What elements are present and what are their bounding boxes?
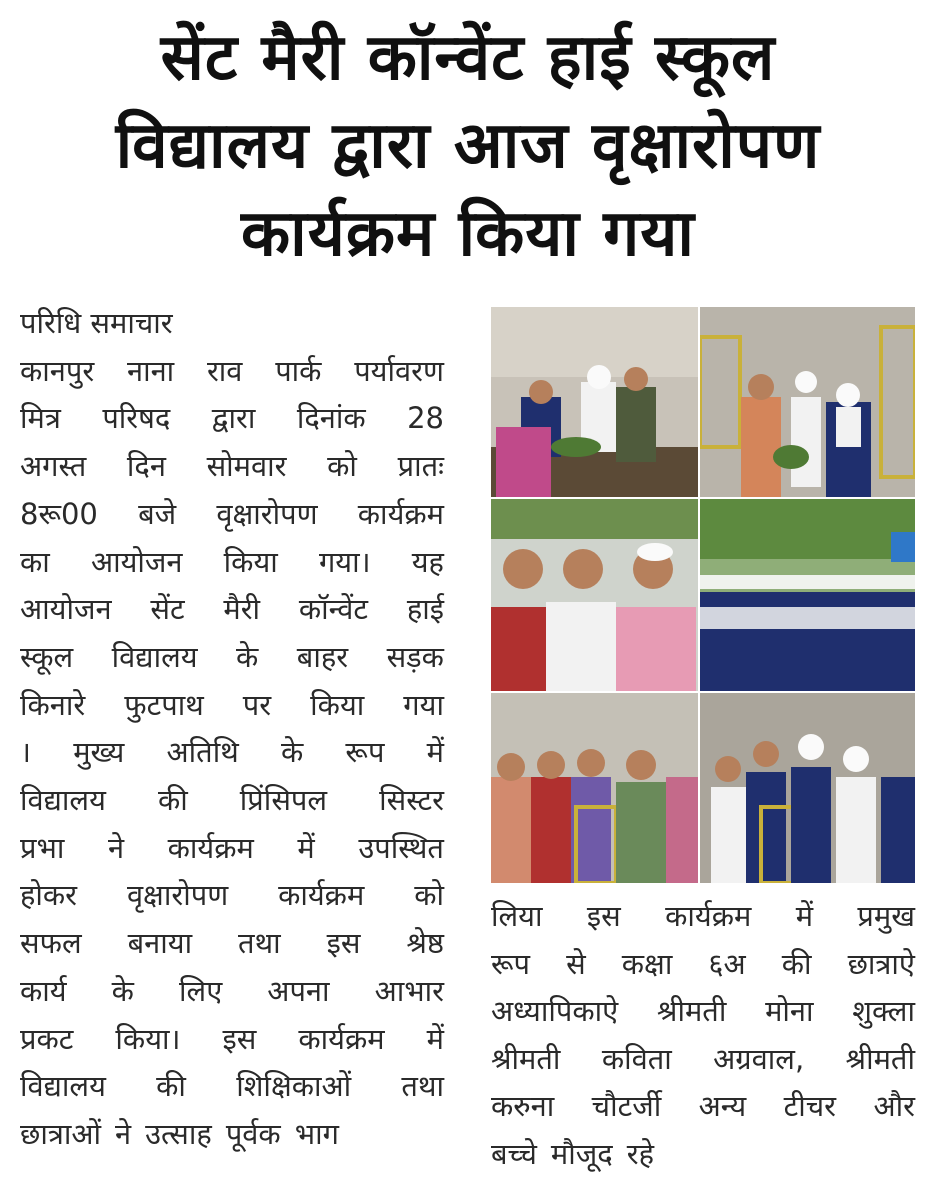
word: रूप	[491, 941, 530, 989]
word: सिस्टर	[379, 777, 444, 825]
word: किनारे	[20, 682, 85, 730]
word: ने	[108, 825, 124, 873]
word: श्रीमती	[657, 988, 726, 1036]
right-column-body	[491, 893, 915, 1178]
article-line	[491, 988, 915, 1036]
article-line	[20, 634, 444, 682]
word: छात्राऐ	[848, 941, 915, 989]
word: कार्यक्रम	[358, 491, 444, 539]
word: कानपुर	[20, 348, 94, 396]
photo-planting-top-left	[491, 307, 698, 497]
word: विद्यालय	[20, 777, 106, 825]
word: करुना	[491, 1083, 554, 1131]
word: की	[158, 777, 188, 825]
word: बनाया	[128, 920, 193, 968]
word: भाग	[295, 1111, 339, 1159]
word: कार्यक्रम	[168, 825, 254, 873]
word: के	[281, 729, 303, 777]
word: 8रू00	[20, 491, 98, 539]
word: रूप	[345, 729, 384, 777]
word: सफल	[20, 920, 82, 968]
word: अन्य	[699, 1083, 747, 1131]
word: वृक्षारोपण	[127, 872, 228, 920]
word: उपस्थित	[358, 825, 444, 873]
word: का	[20, 539, 50, 587]
word: की	[156, 1063, 186, 1111]
word: शिक्षिकाओं	[236, 1063, 351, 1111]
photo-planting-top-right	[700, 307, 915, 497]
article-line	[20, 586, 444, 634]
article-line	[20, 443, 444, 491]
photo-collage	[491, 307, 915, 883]
word: कार्यक्रम	[665, 893, 751, 941]
word: स्कूल	[20, 634, 73, 682]
word: में	[796, 893, 813, 941]
word: चौटर्जी	[592, 1083, 662, 1131]
word: दिनांक	[297, 395, 366, 443]
photo-guests-middle-left	[491, 499, 698, 691]
word: गया।	[319, 539, 371, 587]
word: इस	[587, 893, 621, 941]
word: आयोजन	[20, 586, 112, 634]
article-line	[491, 941, 915, 989]
word: किया	[224, 539, 278, 587]
word: 28	[407, 395, 444, 443]
word: मौजूद	[551, 1131, 613, 1178]
word: हाई	[407, 586, 444, 634]
article-line	[20, 825, 444, 873]
article-line	[20, 968, 444, 1016]
headline-line-1: सेंट मैरी कॉन्वेंट हाई स्कूल	[10, 14, 926, 102]
word: बच्चे	[491, 1131, 537, 1178]
word: पर	[243, 682, 271, 730]
word: आयोजन	[91, 539, 183, 587]
word: दिन	[127, 443, 166, 491]
word: प्रभा	[20, 825, 64, 873]
word: अपना	[267, 968, 329, 1016]
word: द्वारा	[212, 395, 256, 443]
word: श्रेष्ठ	[406, 920, 444, 968]
article-line	[20, 539, 444, 587]
word: को	[414, 872, 444, 920]
word: ने	[115, 1111, 131, 1159]
word: प्रमुख	[857, 893, 915, 941]
word: राव	[207, 348, 243, 396]
word: अध्यापिकाऐ	[491, 988, 618, 1036]
word: मित्र	[20, 395, 61, 443]
word: कार्य	[20, 968, 67, 1016]
word: मुख्य	[73, 729, 124, 777]
headline-line-2: विद्यालय द्वारा आज वृक्षारोपण	[10, 102, 926, 190]
article-line	[20, 395, 444, 443]
article-line	[20, 920, 444, 968]
word: लिए	[179, 968, 222, 1016]
headline-line-3: कार्यक्रम किया गया	[10, 190, 926, 278]
word: अतिथि	[167, 729, 239, 777]
photo-students-bottom-right	[700, 693, 915, 883]
word: प्रकट	[20, 1016, 73, 1064]
word: कार्यक्रम	[298, 1016, 384, 1064]
word: पार्क	[275, 348, 321, 396]
word: विद्यालय	[112, 634, 198, 682]
word: विद्यालय	[20, 1063, 106, 1111]
photo-students-middle-right	[700, 499, 915, 691]
word: नाना	[127, 348, 174, 396]
article-line	[20, 777, 444, 825]
article-right-column	[491, 893, 915, 1178]
word: मोना	[765, 988, 813, 1036]
word: श्रीमती	[491, 1036, 560, 1084]
word: की	[782, 941, 812, 989]
word: आभार	[375, 968, 444, 1016]
word: परिषद	[102, 395, 170, 443]
word: अग्रवाल,	[713, 1036, 804, 1084]
word: फुटपाथ	[124, 682, 204, 730]
article-line	[20, 348, 444, 396]
word: कविता	[602, 1036, 672, 1084]
word: ।	[20, 729, 31, 777]
word: कार्यक्रम	[278, 872, 364, 920]
word: में	[427, 1016, 444, 1064]
word: के	[236, 634, 258, 682]
headline	[10, 14, 926, 278]
word: में	[297, 825, 314, 873]
word: इस	[327, 920, 361, 968]
word: उत्साह	[145, 1111, 212, 1159]
word: वृक्षारोपण	[216, 491, 317, 539]
word: तथा	[401, 1063, 444, 1111]
article-line	[491, 1036, 915, 1084]
word: यह	[412, 539, 444, 587]
word: होकर	[20, 872, 77, 920]
word: शुक्ला	[852, 988, 915, 1036]
word: कॉन्वेंट	[299, 586, 368, 634]
word: और	[873, 1083, 915, 1131]
word: पूर्वक	[226, 1111, 281, 1159]
word: में	[427, 729, 444, 777]
word: किया	[310, 682, 364, 730]
word: रहे	[627, 1131, 654, 1178]
left-column-body	[20, 348, 444, 1159]
article-line	[491, 1083, 915, 1131]
word: टीचर	[784, 1083, 836, 1131]
word: किया।	[115, 1016, 180, 1064]
word: से	[566, 941, 586, 989]
article-line	[491, 893, 915, 941]
article-line	[20, 872, 444, 920]
word: सोमवार	[207, 443, 287, 491]
word: छात्राओं	[20, 1111, 101, 1159]
article-line	[20, 729, 444, 777]
word: प्रातः	[398, 443, 444, 491]
photo-teachers-bottom-left	[491, 693, 698, 883]
word: श्रीमती	[846, 1036, 915, 1084]
word: कक्षा	[622, 941, 673, 989]
word: के	[112, 968, 134, 1016]
word: लिया	[491, 893, 543, 941]
article-line	[20, 682, 444, 730]
word: को	[327, 443, 357, 491]
word: मैरी	[223, 586, 260, 634]
word: सेंट	[150, 586, 184, 634]
word: अगस्त	[20, 443, 86, 491]
word: गया	[403, 682, 444, 730]
article-line	[20, 491, 444, 539]
article-line	[20, 1111, 444, 1159]
word: बजे	[138, 491, 176, 539]
article-source: परिधि समाचार	[20, 300, 444, 348]
article-line	[20, 1063, 444, 1111]
article-line	[491, 1131, 915, 1178]
article-line	[20, 1016, 444, 1064]
word: प्रिंसिपल	[240, 777, 327, 825]
word: बाहर	[297, 634, 348, 682]
word: पर्यावरण	[354, 348, 444, 396]
word: सड़क	[387, 634, 444, 682]
word: इस	[223, 1016, 257, 1064]
word: ६अ	[708, 941, 745, 989]
article-left-column	[20, 300, 444, 1159]
word: तथा	[238, 920, 281, 968]
